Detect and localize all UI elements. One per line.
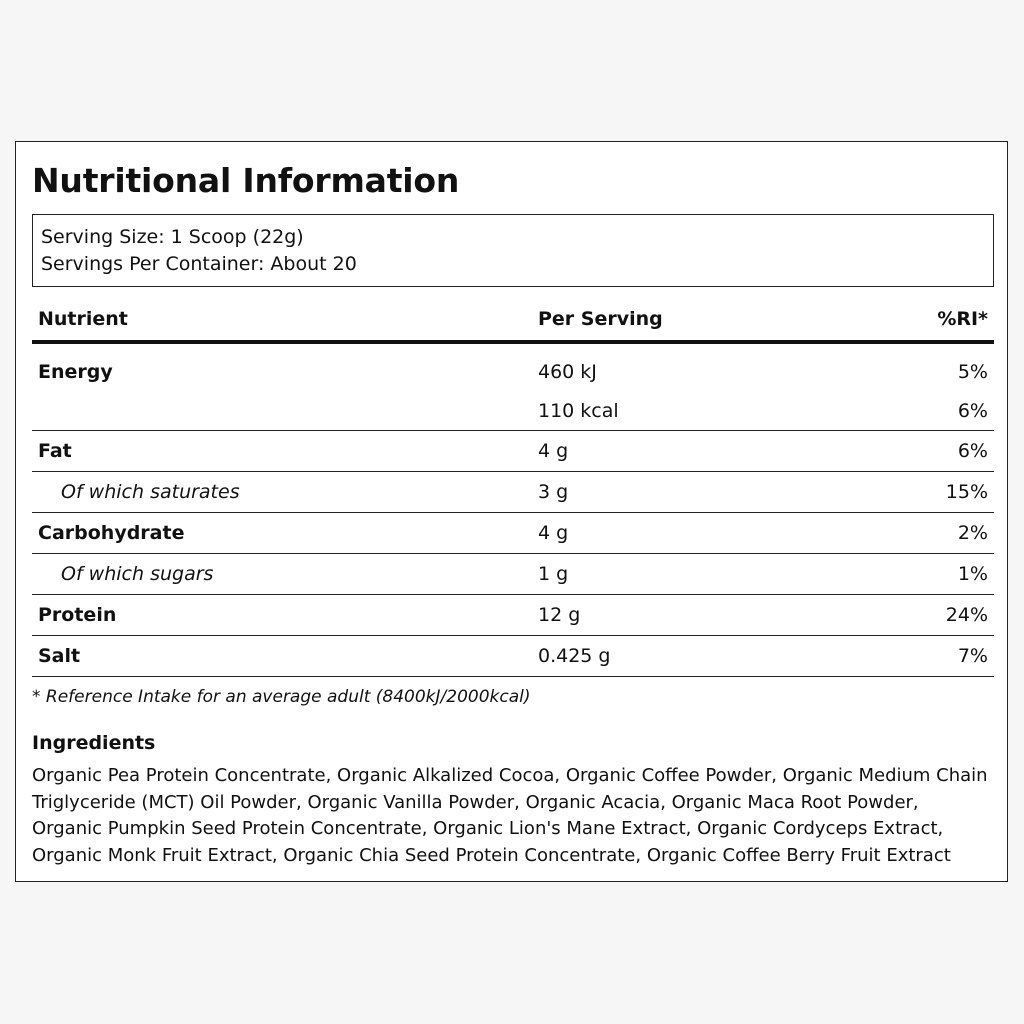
ri-value: 6% bbox=[957, 400, 988, 422]
nutrient-name: Of which sugars bbox=[61, 563, 214, 585]
per-serving-value: 460 kJ bbox=[538, 361, 597, 383]
ri-value: 15% bbox=[945, 481, 988, 503]
ri-value: 5% bbox=[957, 361, 988, 383]
ri-value: 2% bbox=[957, 522, 988, 544]
ri-value: 7% bbox=[957, 645, 988, 667]
header-per-serving: Per Serving bbox=[538, 308, 663, 330]
per-serving-value: 0.425 g bbox=[538, 645, 611, 667]
per-serving-value: 110 kcal bbox=[538, 400, 619, 422]
label-title: Nutritional Information bbox=[32, 161, 460, 200]
per-serving-value: 3 g bbox=[538, 481, 569, 503]
per-serving-value: 12 g bbox=[538, 604, 581, 626]
ri-value: 1% bbox=[957, 563, 988, 585]
per-serving-value: 4 g bbox=[538, 440, 569, 462]
serving-size: Serving Size: 1 Scoop (22g) bbox=[41, 226, 304, 248]
servings-per-container: Servings Per Container: About 20 bbox=[41, 253, 357, 275]
ingredients-text: Organic Pea Protein Concentrate, Organic Alkalized Cocoa, Organic Coffee Powder, Organic Medium Chain Triglyceride (MCT) Oil Powder, Organic Vanilla Powder, Organic Acacia, Organic Maca Root Powder, Organic Pumpkin Seed Protein Concentrate, Organic Lion's Mane Extract, Organic Cordyceps Extract, Organic Monk Fruit Extract, Organic Chia Seed Protein Concentrate, Organic Coffee Berry Fruit Extract bbox=[32, 765, 988, 866]
ri-value: 6% bbox=[957, 440, 988, 462]
table-row-saturates bbox=[32, 472, 994, 513]
nutrition-table bbox=[32, 298, 994, 677]
header-nutrient: Nutrient bbox=[38, 308, 128, 330]
nutrient-name: Fat bbox=[38, 440, 72, 462]
nutrient-name: Energy bbox=[38, 361, 113, 383]
nutrient-name: Salt bbox=[38, 645, 81, 667]
per-serving-value: 1 g bbox=[538, 563, 569, 585]
per-serving-value: 4 g bbox=[538, 522, 569, 544]
nutrient-name: Protein bbox=[38, 604, 117, 626]
table-row-sugars bbox=[32, 554, 994, 595]
table-row-energy-kcal bbox=[32, 392, 994, 431]
nutrient-name: Carbohydrate bbox=[38, 522, 185, 544]
serving-info-box bbox=[32, 214, 994, 287]
table-row-protein bbox=[32, 595, 994, 636]
ri-footnote: * Reference Intake for an average adult (8400kJ/2000kcal) bbox=[32, 687, 531, 707]
table-row-energy-kj bbox=[32, 344, 994, 392]
ri-value: 24% bbox=[945, 604, 988, 626]
table-row-fat bbox=[32, 431, 994, 472]
table-row-carbohydrate bbox=[32, 513, 994, 554]
header-ri: %RI* bbox=[937, 308, 988, 330]
table-row-salt bbox=[32, 636, 994, 677]
nutrition-label bbox=[15, 141, 1008, 882]
table-header bbox=[32, 298, 994, 344]
nutrient-name: Of which saturates bbox=[61, 481, 240, 503]
ingredients-title: Ingredients bbox=[32, 732, 156, 754]
